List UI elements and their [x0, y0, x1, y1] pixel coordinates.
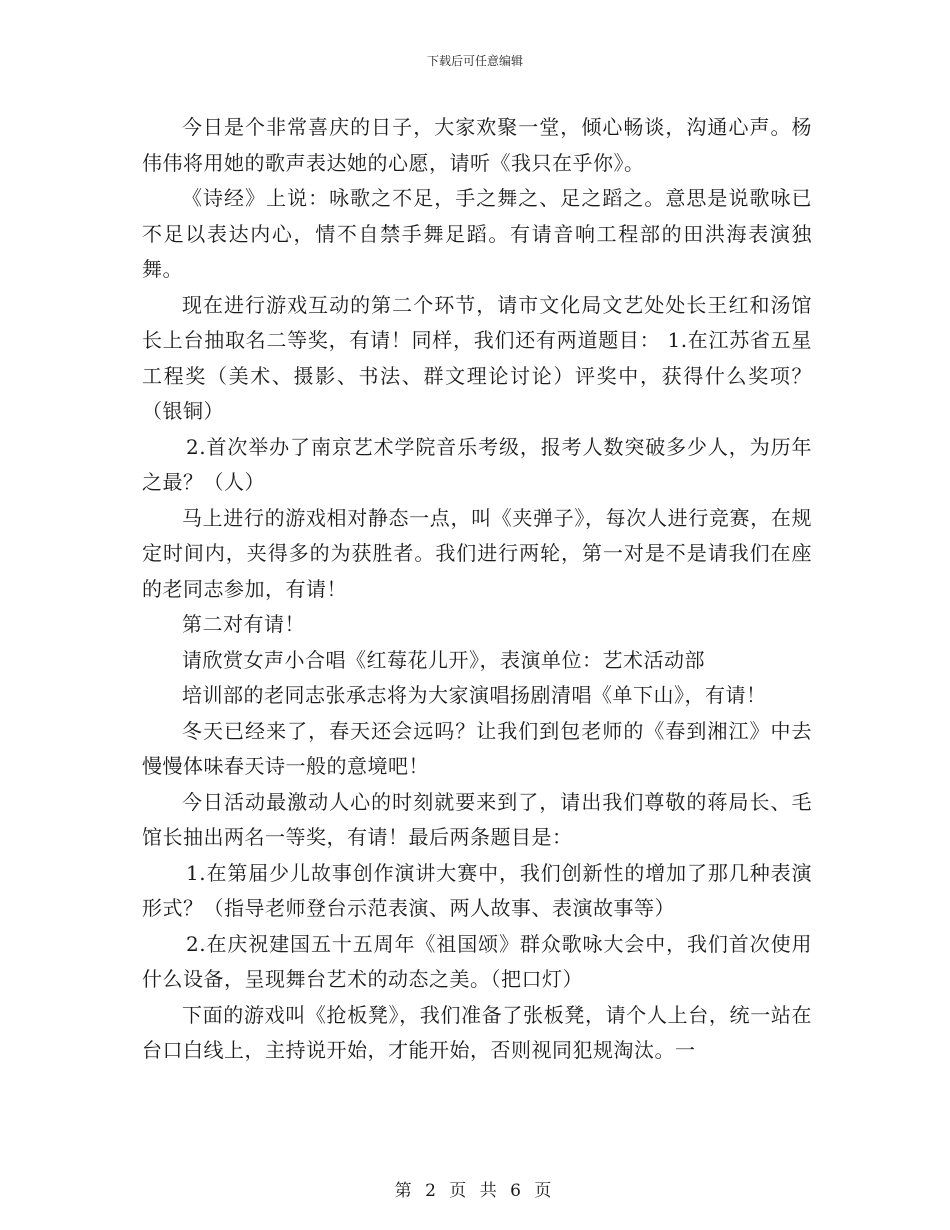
paragraph: 2.首次举办了南京艺术学院音乐考级，报考人数突破多少人，为历年之最？（人）: [142, 434, 812, 494]
page-number-footer: 第 2 页 共 6 页: [394, 1181, 556, 1201]
paragraph: 今日活动最激动人心的时刻就要来到了，请出我们尊敬的蒋局长、毛馆长抽出两名一等奖，有请！最后两条题目是：: [142, 789, 812, 849]
body-text: [142, 110, 812, 1069]
paragraph: 现在进行游戏互动的第二个环节，请市文化局文艺处处长王红和汤馆长上台抽取名二等奖，有请！同样，我们还有两道题目： 1.在江苏省五星工程奖（美术、摄影、书法、群文理论讨论）评奖中，获得什么奖项？（银铜）: [142, 292, 812, 423]
paragraph: 请欣赏女声小合唱《红莓花儿开》，表演单位：艺术活动部: [182, 647, 705, 672]
paragraph: 马上进行的游戏相对静态一点，叫《夹弹子》，每次人进行竞赛，在规定时间内，夹得多的为获胜者。我们进行两轮，第一对是不是请我们在座的老同志参加，有请！: [142, 505, 812, 601]
paragraph: 1.在第届少儿故事创作演讲大赛中，我们创新性的增加了那几种表演形式？（指导老师登台示范表演、两人故事、表演故事等）: [142, 860, 812, 920]
paragraph: 今日是个非常喜庆的日子，大家欢聚一堂，倾心畅谈，沟通心声。杨伟伟将用她的歌声表达她的心愿，请听《我只在乎你》。: [142, 115, 812, 175]
paragraph: 第二对有请！: [182, 612, 305, 636]
paragraph: 下面的游戏叫《抢板凳》，我们准备了张板凳，请个人上台，统一站在台口白线上，主持说开始，才能开始，否则视同犯规淘汰。一: [142, 1002, 812, 1062]
paragraph: 2.在庆祝建国五十五周年《祖国颂》群众歌咏大会中，我们首次使用什么设备，呈现舞台艺术的动态之美。（把口灯）: [142, 931, 812, 991]
header-note: 下载后可任意编辑: [426, 54, 523, 68]
paragraph: 培训部的老同志张承志将为大家演唱扬剧清唱《单下山》，有请！: [182, 683, 767, 707]
paragraph: 冬天已经来了，春天还会远吗？让我们到包老师的《春到湘江》中去慢慢体味春天诗一般的意境吧！: [142, 718, 812, 778]
paragraph: 《诗经》上说：咏歌之不足，手之舞之、足之蹈之。意思是说歌咏已不足以表达内心，情不自禁手舞足蹈。有请音响工程部的田洪海表演独舞。: [142, 186, 812, 281]
